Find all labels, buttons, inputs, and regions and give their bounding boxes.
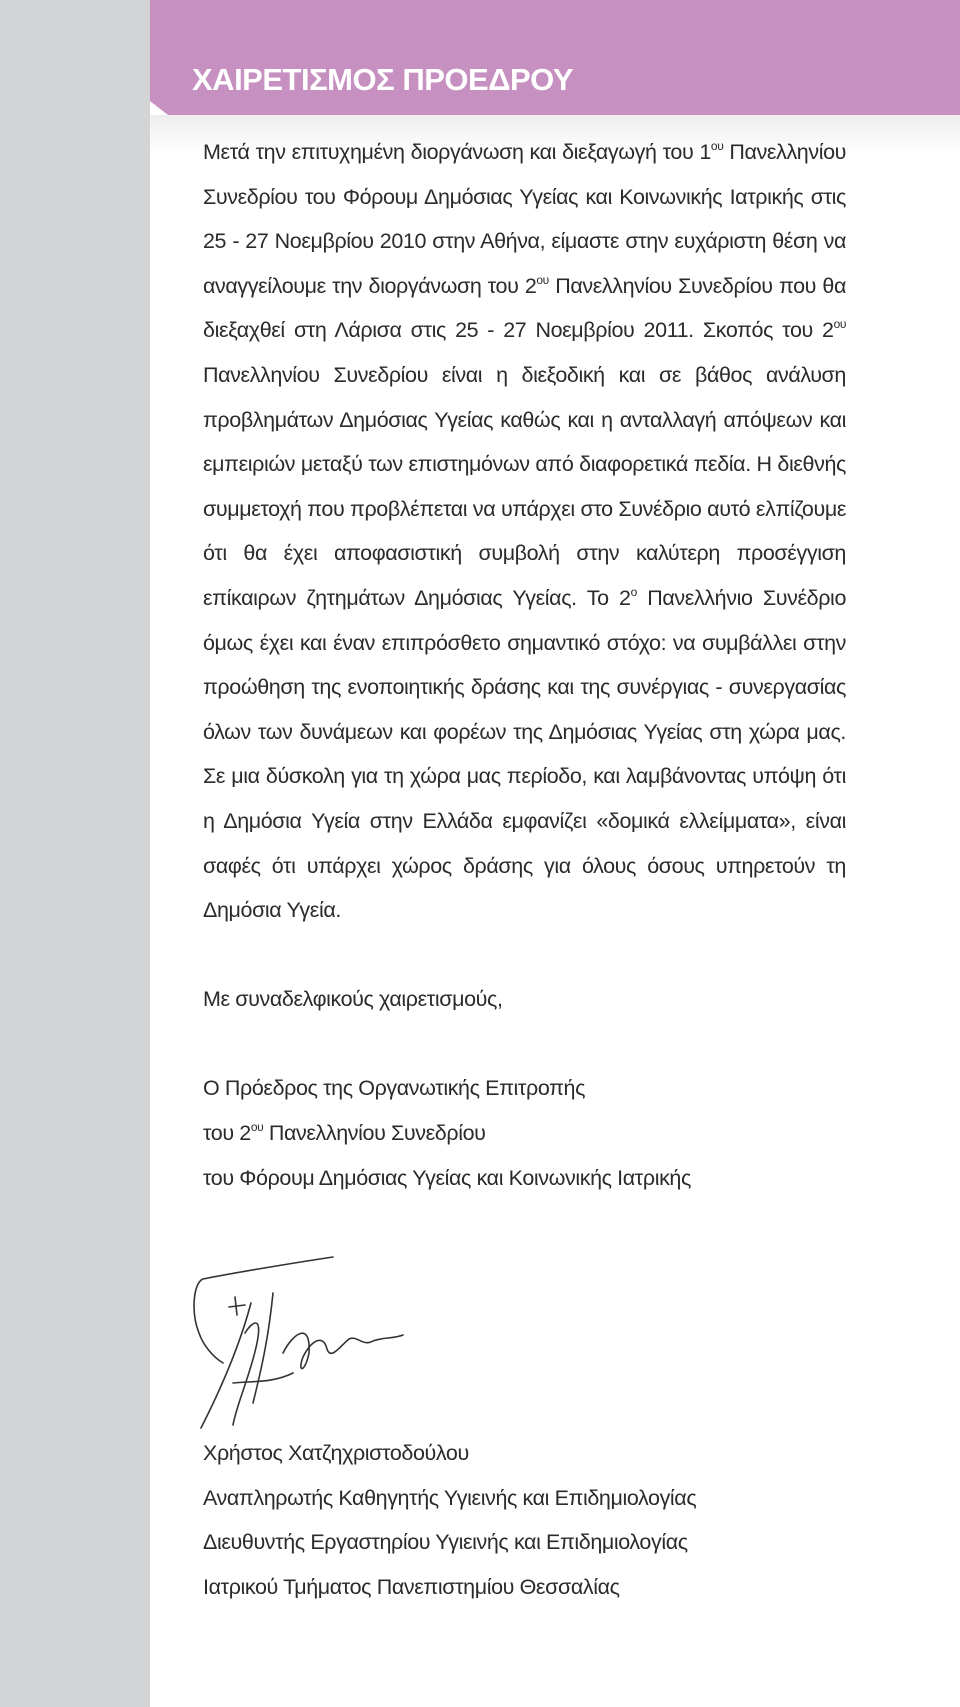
left-sidebar-band <box>0 0 150 1707</box>
body-part: Πανελληνίου Συνεδρίου που θα διεξαχθεί στη Λάρισα στις 25 - 27 Νοεμβρίου 2011. Σκοπός του 2 <box>203 273 846 343</box>
signatory-block <box>203 1431 696 1609</box>
handwritten-signature <box>193 1253 433 1438</box>
body-part: Πανελληνίου Συνεδρίου του Φόρουμ Δημόσιας Υγείας και Κοινωνικής Ιατρικής στις 25 - 27 Νοεμβρίου 2010 στην Αθήνα, είμαστε στην ευχάριστη θέση να αναγγείλουμε την διοργάνωση του 2 <box>203 140 846 298</box>
signatory-title: Ιατρικού Τμήματος Πανεπιστημίου Θεσσαλίας <box>203 1574 620 1599</box>
body-part: Πανελληνίου Συνεδρίου είναι η διεξοδική και σε βάθος ανάλυση προβλημάτων Δημόσιας Υγείας καθώς και η ανταλλαγή απόψεων και εμπειριών μεταξύ των επιστημόνων από διαφορετικά πεδία. Η διεθνής συμμετοχή που προβλέπεται να υπάρχει στο Συνέδριο αυτό ελπίζουμε ότι θα έχει αποφασιστική συμβολή στην καλύτερη προσέγγιση επίκαιρων ζητημάτων Δημόσιας Υγείας. Το 2 <box>203 362 846 610</box>
ordinal-suffix: ο <box>630 584 637 599</box>
ordinal-suffix: ου <box>833 317 846 332</box>
closing-greeting: Με συναδελφικούς χαιρετισμούς, <box>203 987 503 1012</box>
role-line-text: Πανελληνίου Συνεδρίου <box>263 1121 486 1146</box>
role-line-text: του 2 <box>203 1121 251 1146</box>
ordinal-suffix: ου <box>536 272 549 287</box>
signatory-name: Χρήστος Χατζηχριστοδούλου <box>203 1441 469 1465</box>
role-line <box>203 1111 846 1156</box>
role-line: Ο Πρόεδρος της Οργανωτικής Επιτροπής <box>203 1076 586 1101</box>
body-part: Πανελλήνιο Συνέδριο όμως έχει και έναν επιπρόσθετο σημαντικό στόχο: να συμβάλλει στην προώθηση της ενοποιητικής δράσης και της συνέργιας - συνεργασίας όλων των δυνάμεων και φορέων της Δημόσιας Υγείας στη χώρα μας. Σε μια δύσκολη για τη χώρα μας περίοδο, και λαμβάνοντας υπόψη ότι η Δημόσια Υγεία στην Ελλάδα εμφανίζει «δομικά ελλείμματα», είναι σαφές ότι υπάρχει χώρος δράσης για όλους όσους υπηρετούν τη Δημόσια Υγεία. <box>203 585 846 923</box>
letter-content <box>203 130 846 1200</box>
role-line: του Φόρουμ Δημόσιας Υγείας και Κοινωνικής Ιατρικής <box>203 1165 691 1190</box>
page-title: ΧΑΙΡΕΤΙΣΜΟΣ ΠΡΟΕΔΡΟΥ <box>192 62 574 97</box>
ordinal-suffix: ου <box>710 139 724 153</box>
signatory-title: Αναπληρωτής Καθηγητής Υγιεινής και Επιδημιολογίας <box>203 1485 697 1510</box>
letter-body <box>203 130 846 933</box>
ordinal-suffix: ου <box>250 1120 264 1135</box>
body-part: Μετά την επιτυχημένη διοργάνωση και διεξαγωγή του 1 <box>203 140 711 164</box>
signatory-title: Διευθυντής Εργαστηρίου Υγιεινής και Επιδημιολογίας <box>203 1530 688 1555</box>
